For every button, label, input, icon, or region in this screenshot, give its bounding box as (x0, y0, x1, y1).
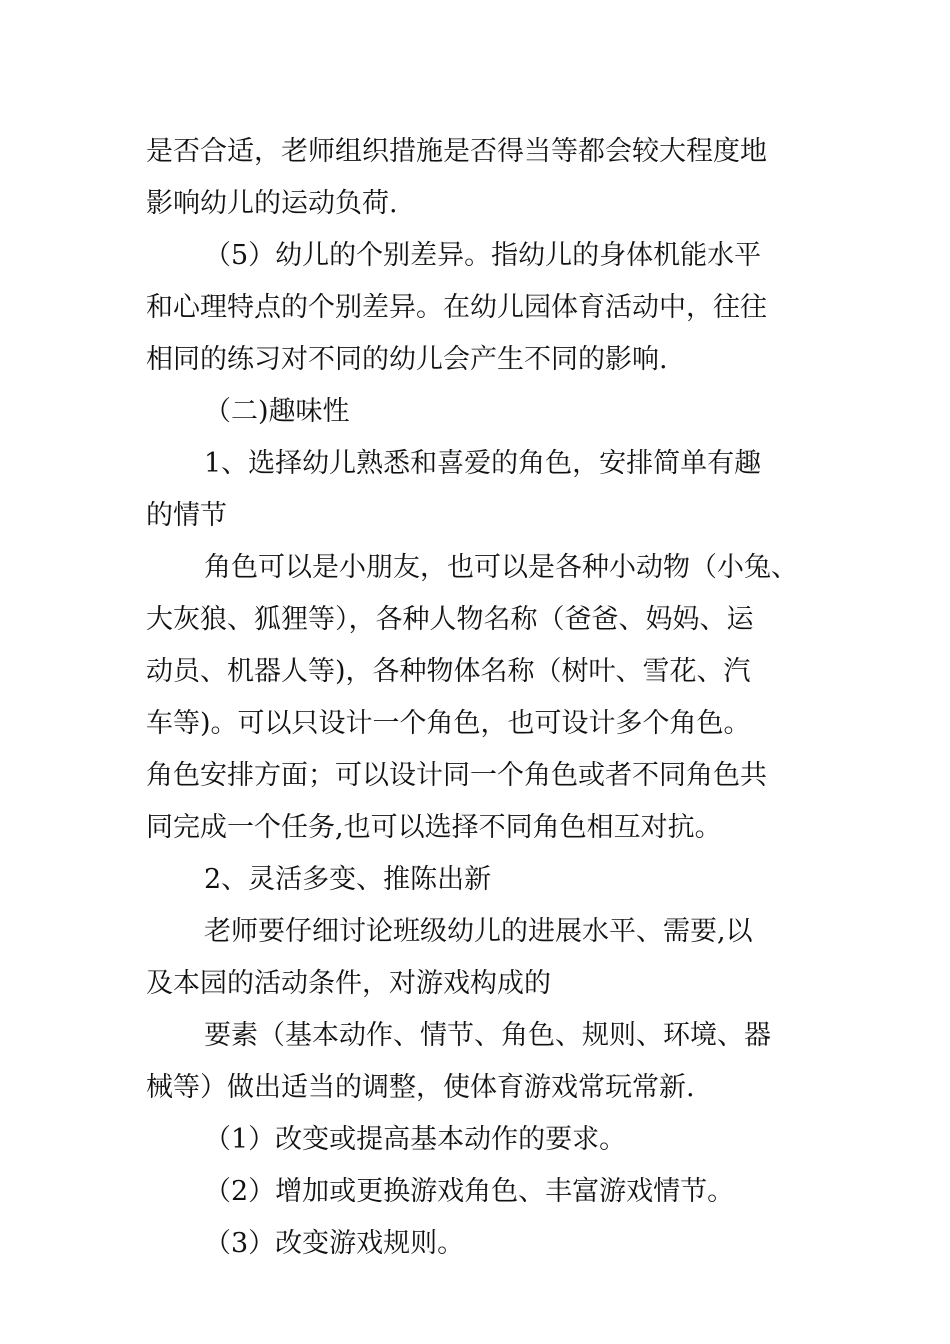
text-line: 和心理特点的个别差异。在幼儿园体育活动中，往往 (146, 292, 767, 323)
text-line: 角色安排方面；可以设计同一个角色或者不同角色共 (146, 760, 767, 791)
paragraph-start: 角色可以是小朋友，也可以是各种小动物（小兔、 (204, 552, 798, 583)
list-item-2: （2）增加或更换游戏角色、丰富游戏情节。 (204, 1176, 735, 1207)
paragraph-start: 要素（基本动作、情节、角色、规则、环境、器 (204, 1020, 771, 1051)
body-text (146, 126, 836, 1270)
text-line: 车等)。可以只设计一个角色，也可设计多个角色。 (146, 708, 751, 739)
subheading-2: 2、灵活多变、推陈出新 (204, 864, 492, 895)
text-line: 大灰狼、狐狸等），各种人物名称（爸爸、妈妈、运 (146, 604, 754, 635)
list-item-3: （3）改变游戏规则。 (204, 1228, 465, 1259)
text-line: 影响幼儿的运动负荷. (146, 188, 398, 219)
section-heading-interest: （二)趣味性 (204, 396, 350, 427)
text-line: 相同的练习对不同的幼儿会产生不同的影响. (146, 344, 668, 375)
text-line: 及本园的活动条件，对游戏构成的 (146, 968, 551, 999)
paragraph-start: 老师要仔细讨论班级幼儿的进展水平、需要,以 (204, 916, 753, 947)
text-line: 的情节 (146, 500, 227, 531)
subheading-1: 1、选择幼儿熟悉和喜爱的角色，安排简单有趣 (204, 448, 762, 479)
text-line: 是否合适，老师组织措施是否得当等都会较大程度地 (146, 136, 767, 167)
text-line: 械等）做出适当的调整，使体育游戏常玩常新. (146, 1072, 695, 1103)
text-line: 同完成一个任务,也可以选择不同角色相互对抗。 (146, 812, 722, 843)
list-item-5: （5）幼儿的个别差异。指幼儿的身体机能水平 (204, 240, 762, 271)
list-item-1: （1）改变或提高基本动作的要求。 (204, 1124, 627, 1155)
text-line: 动员、机器人等)，各种物体名称（树叶、雪花、汽 (146, 656, 751, 687)
